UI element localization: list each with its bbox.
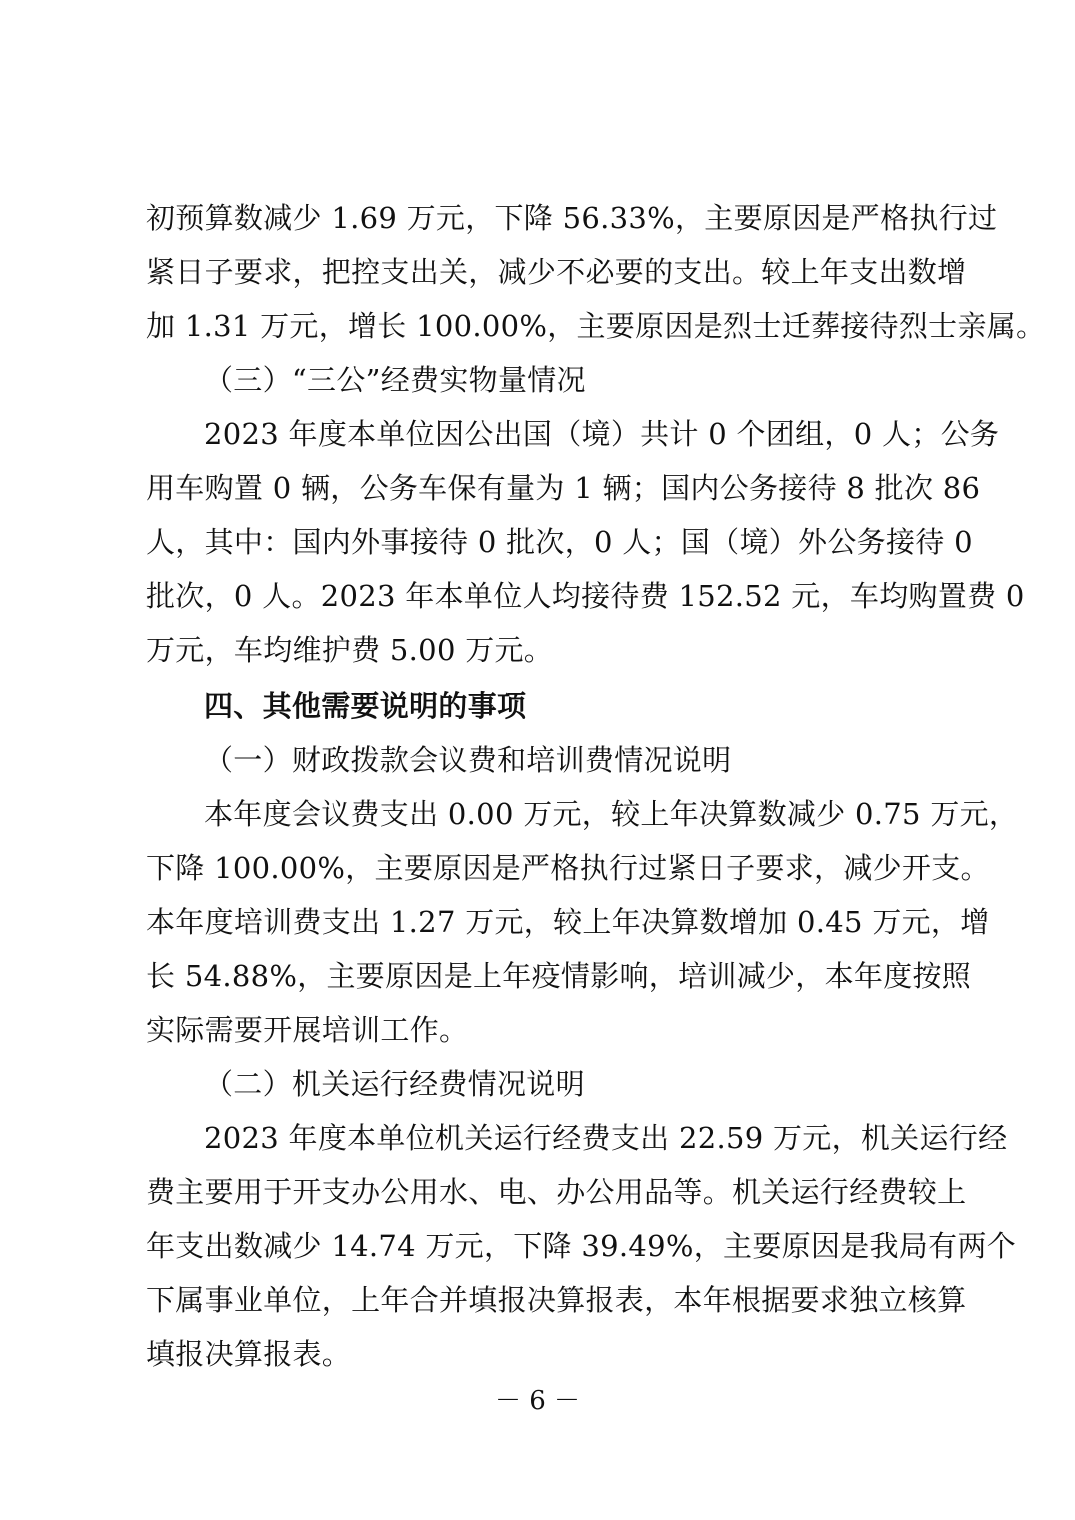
paragraph-line: 紧日子要求，把控支出关，减少不必要的支出。较上年支出数增 (146, 255, 967, 289)
subsection-heading: （三）“三公”经费实物量情况 (204, 363, 586, 397)
paragraph-line: 费主要用于开支办公用水、电、办公用品等。机关运行经费较上 (146, 1175, 967, 1209)
section-heading: 四、其他需要说明的事项 (204, 689, 527, 723)
subsection-heading: （一）财政拨款会议费和培训费情况说明 (204, 743, 732, 777)
paragraph-line: 加 1.31 万元，增长 100.00%，主要原因是烈士迁葬接待烈士亲属。 (146, 309, 1046, 343)
paragraph-line: 实际需要开展培训工作。 (146, 1013, 469, 1047)
paragraph-line: 长 54.88%，主要原因是上年疫情影响，培训减少，本年度按照 (146, 959, 972, 993)
paragraph-line: 年支出数减少 14.74 万元，下降 39.49%，主要原因是我局有两个 (146, 1229, 1017, 1263)
paragraph-line: 初预算数减少 1.69 万元，下降 56.33%，主要原因是严格执行过 (146, 201, 998, 235)
subsection-heading: （二）机关运行经费情况说明 (204, 1067, 585, 1101)
paragraph-line: 2023 年度本单位机关运行经费支出 22.59 万元，机关运行经 (204, 1121, 1008, 1155)
paragraph-line: 2023 年度本单位因公出国（境）共计 0 个团组，0 人；公务 (204, 417, 1000, 451)
paragraph-line: 本年度培训费支出 1.27 万元，较上年决算数增加 0.45 万元，增 (146, 905, 990, 939)
paragraph-line: 万元，车均维护费 5.00 万元。 (146, 633, 554, 667)
paragraph-line: 下降 100.00%，主要原因是严格执行过紧日子要求，减少开支。 (146, 851, 990, 885)
paragraph-line: 用车购置 0 辆，公务车保有量为 1 辆；国内公务接待 8 批次 86 (146, 471, 981, 505)
paragraph-line: 批次，0 人。2023 年本单位人均接待费 152.52 元，车均购置费 0 (146, 579, 1025, 613)
page-number: － 6 － (494, 1386, 581, 1416)
paragraph-line: 本年度会议费支出 0.00 万元，较上年决算数减少 0.75 万元， (204, 797, 1019, 831)
paragraph-line: 填报决算报表。 (146, 1337, 352, 1371)
paragraph-line: 人，其中：国内外事接待 0 批次，0 人；国（境）外公务接待 0 (146, 525, 973, 559)
paragraph-line: 下属事业单位，上年合并填报决算报表，本年根据要求独立核算 (146, 1283, 967, 1317)
